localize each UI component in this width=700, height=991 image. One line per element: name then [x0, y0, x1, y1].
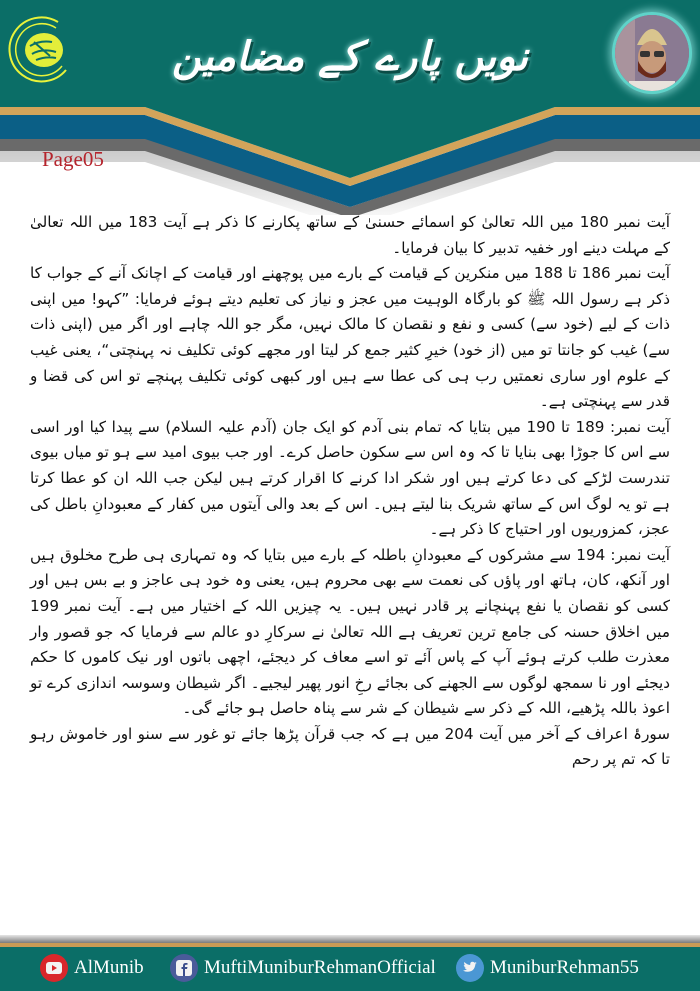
page-title: نویں پارے کے مضامین	[172, 34, 528, 80]
facebook-handle: MuftiMuniburRehmanOfficial	[204, 957, 436, 978]
quran-emblem-icon	[6, 12, 78, 84]
twitter-icon	[456, 954, 484, 982]
twitter-link[interactable]	[456, 953, 639, 983]
paragraph-ayat-180-183: آیت نمبر 180 میں اللہ تعالیٰ کو اسمائے حسنیٰ کے ساتھ پکارنے کا ذکر ہے آیت 183 میں اللہ تعالیٰ کے مہلت دینے اور خفیہ تدبیر کا بیان فرمایا۔	[30, 213, 670, 257]
paragraph-ayat-194-199: آیت نمبر: 194 سے مشرکوں کے معبودانِ باطلہ کے بارے میں بتایا کہ وہ تمہاری ہی طرح مخلوق ہیں اور آنکھ، کان، ہاتھ اور پاؤں کی نعمت سے بھی محروم ہیں، یعنی وہ خود ہی عاجز و بے بس ہیں اور کسی کو نقصان یا نفع پہنچانے پر قادر نہیں ہیں۔ یہ چیزیں اللہ کے اختیار میں ہے۔ آیت نمبر 199 میں اخلاق حسنہ کی جامع ترین تعریف ہے اللہ تعالیٰ نے سرکارِ دو عالم سے فرمایا کہ جو قصور وار معذرت طلب کرتے ہوئے آپ کے پاس آئے تو اسے معاف کر دیجئے، اچھی باتوں اور نیک کاموں کا حکم دیجئے اور نا سمجھ لوگوں سے الجھنے کی بجائے رخِ انور پھیر لیجیے۔ اگر شیطان وسوسہ اندازی کرے تو اعوذ باللہ پڑھیے، اللہ کے ذکر سے شیطان کے شر سے پناہ حاصل ہو جائے گی۔	[30, 545, 670, 718]
facebook-icon	[170, 954, 198, 982]
youtube-icon	[40, 954, 68, 982]
paragraph-ayat-204: سورۂ اعراف کے آخر میں آیت 204 میں ہے کہ جب قرآن پڑھا جائے تو غور سے سنو اور خاموش رہو تا کہ تم پر رحم	[30, 724, 670, 769]
paragraph-ayat-186-188: آیت نمبر 186 تا 188 میں منکرین کے قیامت کے بارے میں پوچھنے اور قیامت کے اچانک آنے کے جواب کا ذکر ہے رسول اللہ ﷺ کو بارگاہ الوہیت میں عجز و نیاز کی تعلیم دیتے ہوئے فرمایا: ”کہو! میں اپنی ذات کے لیے (خود سے) کسی و نفع و نقصان کا مالک نہیں، مگر جو اللہ چاہے اور اگر میں (اپنی ذات سے) غیب کو جانتا تو میں (از خود) خیرِ کثیر جمع کر لیتا اور مجھے کوئی تکلیف نہ پہنچتی“، یعنی غیب کے علوم اور ساری نعمتیں رب ہی کی عطا سے ہیں اور کبھی کوئی تکلیف پہنچے تو اس کی قضا و قدر سے پہنچتی ہے۔	[30, 264, 670, 411]
social-footer	[0, 935, 700, 991]
youtube-handle: AlMunib	[74, 957, 144, 978]
youtube-link[interactable]	[40, 953, 144, 983]
page-number-label: Page05	[42, 147, 104, 171]
article-body	[30, 210, 670, 928]
facebook-link[interactable]	[170, 953, 436, 983]
twitter-handle: MuniburRehman55	[490, 957, 639, 978]
author-portrait-icon	[612, 12, 692, 94]
page-header	[0, 0, 700, 215]
paragraph-ayat-189-190: آیت نمبر: 189 تا 190 میں بتایا کہ تمام بنی آدم کو ایک جان (آدم علیہ السلام) سے پیدا کیا اور اسی سے اس کا جوڑا بھی بنایا تا کہ وہ اس سے سکون حاصل کرے۔ اور جب بیوی امید سے ہو تو میاں بیوی تندرست لڑکے کی دعا کرتے ہیں اور شکر ادا کرنے کا اقرار کرتے ہیں لیکن جب اللہ ان کو عطا کرتا ہے تو یہ لوگ اس کے ساتھ شریک بنا لیتے ہیں۔ اس کے بعد والی آیتوں میں کفار کے معبودانِ باطل کی عجز، کمزوریوں اور احتیاج کا ذکر ہے۔	[30, 417, 671, 539]
footer-shadow	[0, 935, 700, 943]
